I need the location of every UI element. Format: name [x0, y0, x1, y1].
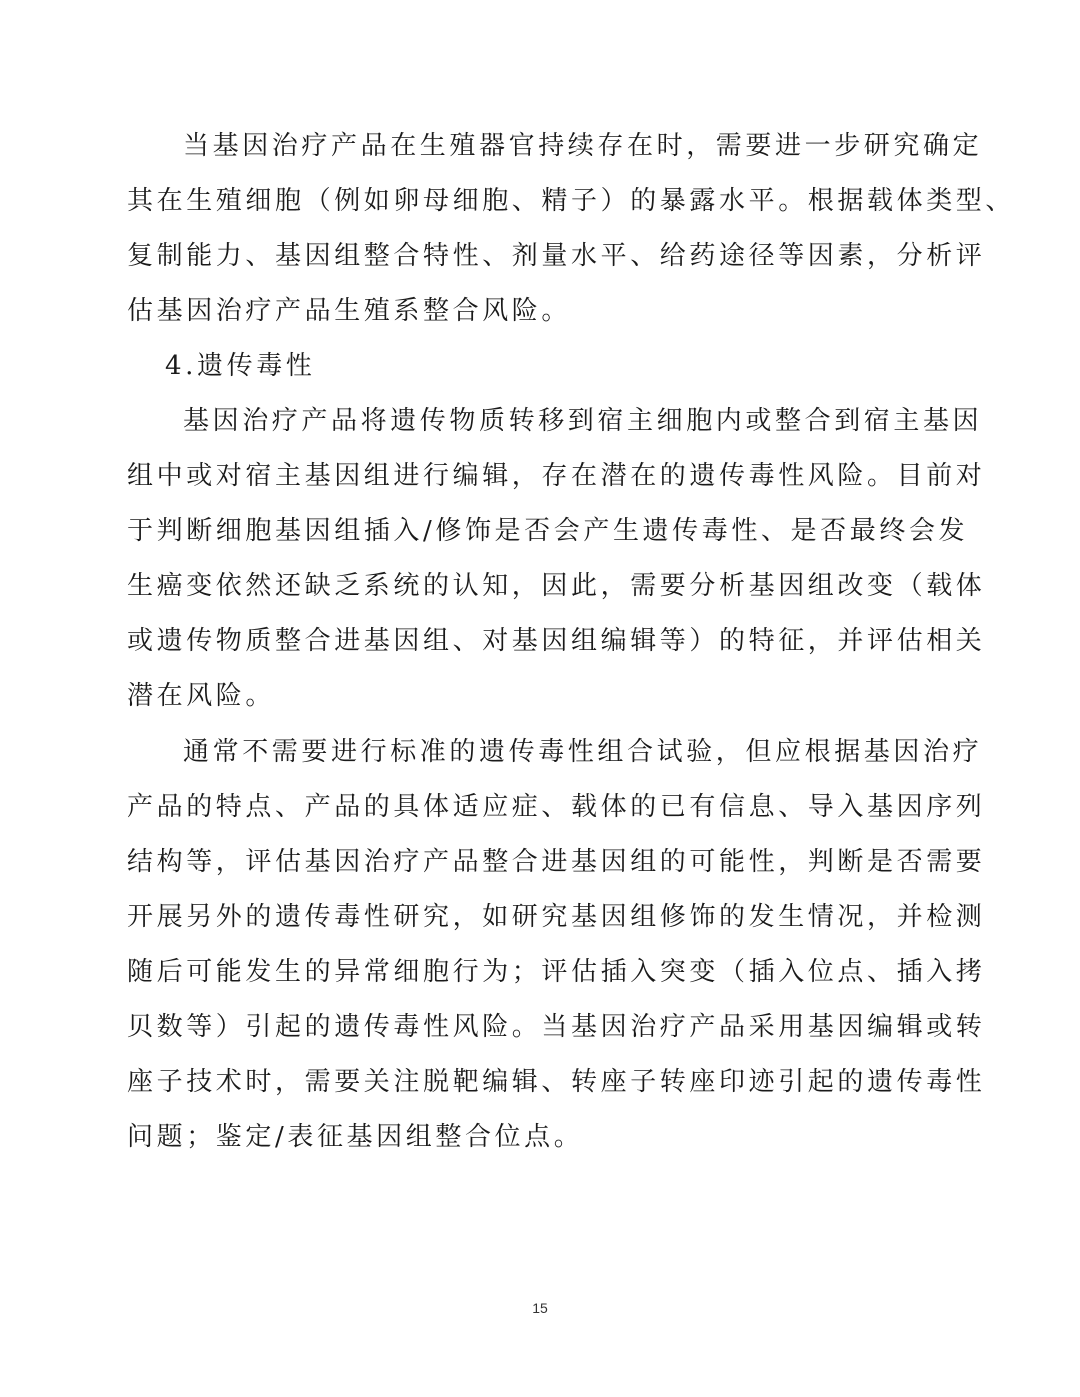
paragraph-line: 问题；鉴定/表征基因组整合位点。: [127, 1122, 584, 1152]
paragraph-line: 于判断细胞基因组插入/修饰是否会产生遗传毒性、是否最终会发: [127, 516, 969, 546]
paragraph-line: 复制能力、基因组整合特性、剂量水平、给药途径等因素，分析评: [127, 241, 986, 271]
paragraph-line: 开展另外的遗传毒性研究，如研究基因组修饰的发生情况，并检测: [127, 902, 986, 932]
paragraph-line: 产品的特点、产品的具体适应症、载体的已有信息、导入基因序列: [127, 792, 986, 822]
paragraph-line: 座子技术时，需要关注脱靶编辑、转座子转座印迹引起的遗传毒性: [127, 1067, 986, 1097]
page-number: 15: [532, 1300, 548, 1316]
paragraph-line: 组中或对宿主基因组进行编辑，存在潜在的遗传毒性风险。目前对: [127, 461, 986, 491]
paragraph-line: 随后可能发生的异常细胞行为；评估插入突变（插入位点、插入拷: [127, 957, 986, 987]
paragraph-line: 潜在风险。: [127, 681, 276, 711]
paragraph-line: 结构等，评估基因治疗产品整合进基因组的可能性，判断是否需要: [127, 847, 986, 877]
paragraph-line: 当基因治疗产品在生殖器官持续存在时，需要进一步研究确定: [183, 131, 983, 161]
paragraph-line: 贝数等）引起的遗传毒性风险。当基因治疗产品采用基因编辑或转: [127, 1012, 986, 1042]
section-heading: 4.遗传毒性: [165, 351, 316, 381]
paragraph-line: 其在生殖细胞（例如卵母细胞、精子）的暴露水平。根据载体类型、: [127, 186, 1016, 216]
paragraph-line: 估基因治疗产品生殖系整合风险。: [127, 296, 572, 326]
paragraph-line: 或遗传物质整合进基因组、对基因组编辑等）的特征，并评估相关: [127, 626, 986, 656]
paragraph-line: 基因治疗产品将遗传物质转移到宿主细胞内或整合到宿主基因: [183, 406, 983, 436]
paragraph-line: 通常不需要进行标准的遗传毒性组合试验，但应根据基因治疗: [183, 737, 983, 767]
paragraph-line: 生癌变依然还缺乏系统的认知，因此，需要分析基因组改变（载体: [127, 571, 986, 601]
